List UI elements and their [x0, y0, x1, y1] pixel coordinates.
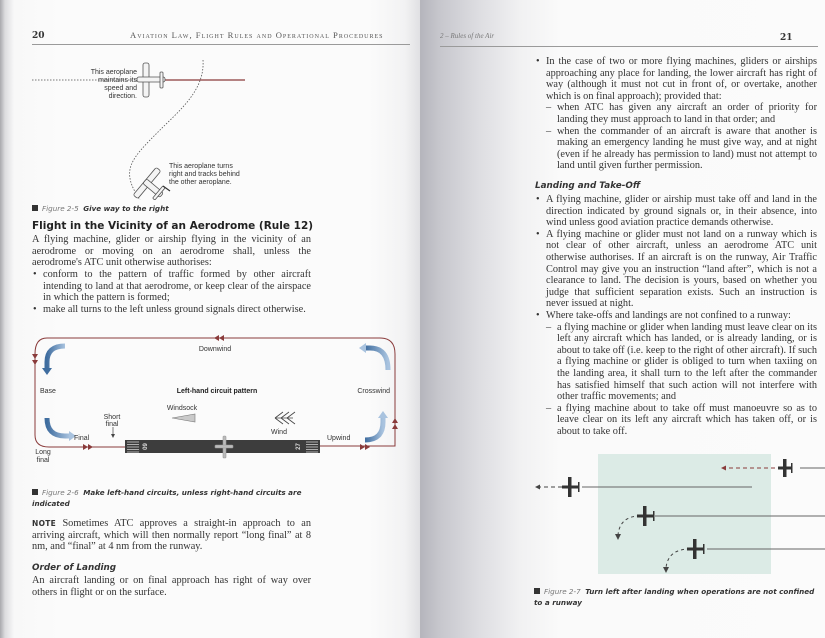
section-bullets [32, 269, 311, 315]
wind-arrow-icon [275, 412, 295, 424]
label-straight-line-4: direction. [108, 93, 137, 100]
aeroplane-2-icon [562, 477, 580, 497]
order-of-landing-heading: Order of Landing [32, 563, 117, 573]
dash-item: – when the commander of an aircraft is aware that another is making an emergency landing he must give way, and at night (even if he already has permission to land) must not attempt to land until given further permission. [546, 126, 817, 172]
header-rule [32, 44, 410, 45]
bullet-item: • conform to the pattern of traffic formed by other aircraft intending to land at that aerodrome, or keep clear of the airspace in which the pattern is formed; [32, 269, 311, 304]
label-long-final-1: Long [35, 449, 51, 456]
intro-block [535, 56, 817, 172]
figure-2-5-caption [32, 203, 169, 214]
label-downwind: Downwind [198, 346, 232, 353]
header-rule [440, 46, 818, 47]
runway-number-right: 27 [296, 443, 302, 450]
label-turning-line-2: right and tracks behind [169, 171, 240, 178]
label-turning-line-1: This aeroplane turns [169, 163, 233, 170]
chapter-number: 2 [440, 32, 444, 40]
caption-number: Figure 2-6 [42, 488, 79, 497]
caption-title: Make left-hand circuits, unless right-hand circuits are indicated [32, 488, 302, 508]
caption-number: Figure 2-5 [42, 204, 79, 213]
bullet-item: • make all turns to the left unless ground signals direct otherwise. [32, 304, 311, 316]
label-base: Base [40, 388, 56, 395]
note-label: NOTE [32, 519, 57, 528]
label-straight-line-1: This aeroplane [90, 69, 137, 76]
dash-item: – a flying machine or glider when landing must leave clear on its left any aircraft which has landed, or is already landing, or is about to take off (i.e. keep to the right of other aircraft). If such a flying machine or glider is obliged to turn when taxiing on the landing area, it shall turn to the left after the commander has satisfied himself that such action will not interfere with other traffic movements; and [546, 322, 817, 403]
figure-2-6-circuit-diagram [25, 330, 415, 470]
right-page [420, 0, 825, 638]
dash-item: – a flying machine about to take off must manoeuvre so as to leave clear on its left any aircraft which has taken off, or is about to take off. [546, 403, 817, 438]
label-crosswind: Crosswind [357, 388, 390, 395]
label-windsock: Windsock [166, 405, 198, 412]
figure-2-6-caption [32, 487, 312, 509]
chapter-title: – Rules of the Air [445, 32, 495, 40]
dash-item: – when ATC has given any aircraft an order of priority for landing they must approach to land in that order; and [546, 102, 817, 125]
label-turning-line-3: the other aeroplane. [169, 179, 232, 186]
intro-dash-list [546, 102, 817, 172]
label-short-final-2: final [105, 421, 119, 428]
bullet-text: In the case of two or more flying machines, gliders or airships approaching any place for landing, the lower aircraft has right of way (although it must not cut in front of, or overtake, another which is on final approach); provided that: [546, 56, 817, 102]
caption-title: Turn left after landing when operations are not confined to a runway [534, 587, 815, 607]
turn-arrow-crosswind-icon [365, 348, 388, 370]
runway-number-left: 09 [143, 443, 149, 450]
turn-arrow-final-icon [47, 418, 70, 436]
runway-dash-list [546, 322, 817, 438]
label-circuit-title: Left-hand circuit pattern [176, 388, 258, 395]
caption-title: Give way to the right [83, 204, 169, 213]
page-number: 20 [32, 31, 45, 41]
order-of-landing-text: An aircraft landing or on final approach has right of way over others in flight or on the surface. [32, 575, 311, 598]
landing-block [535, 194, 817, 437]
bullet-item [535, 310, 817, 438]
label-final: Final [74, 435, 90, 442]
aeroplane-turning-icon [133, 167, 173, 200]
label-short-final-1: Short [103, 414, 121, 421]
section-intro: A flying machine, glider or airship flying in the vicinity of an aerodrome or moving on an aerodrome shall, unless the aerodrome's ATC unit otherwise authorises: [32, 234, 311, 269]
note-paragraph [32, 518, 311, 553]
note-text: Sometimes ATC approves a straight-in approach to an arriving aircraft, which will then normally report “long final” at 8 nm, and “final” at 4 nm from the runway. [32, 518, 311, 553]
intro-bullets [535, 56, 817, 172]
section-heading: Flight in the Vicinity of an Aerodrome (Rule 12) [32, 220, 314, 232]
aeroplane-straight-icon [137, 63, 165, 97]
figure-2-7-diagram [520, 450, 825, 580]
landing-takeoff-heading: Landing and Take-Off [535, 181, 641, 191]
bullet-item [535, 56, 817, 172]
bullet-item: • A flying machine or glider must not land on a runway which is not clear of other aircraft, unless an aerodrome ATC unit otherwise authorises. If an aircraft is on the runway, Air Traffic Control may give you an instruction “land after”, which is not a clearance to land. The decision is yours, based on whether you judge that sufficient separation exists. Such an instruction is never issued at night. [535, 229, 817, 310]
caption-marker [32, 489, 38, 495]
label-long-final-2: final [36, 457, 50, 464]
label-wind: Wind [271, 429, 287, 436]
caption-number: Figure 2-7 [544, 587, 581, 596]
turn-arrow-base-icon [47, 346, 65, 370]
landing-area [598, 454, 771, 574]
bullet-text: Where take-offs and landings are not confined to a runway: [546, 309, 791, 321]
windsock-icon [172, 414, 195, 422]
turn-arrow-upwind-icon [365, 417, 383, 440]
label-straight-line-3: speed and [104, 85, 137, 92]
label-straight-line-2: maintains its [98, 77, 137, 84]
bullet-item: • A flying machine, glider or airship must take off and land in the direction indicated by ground signals or, in their absence, into wind unless good aviation practice demands otherwise. [535, 194, 817, 229]
label-upwind: Upwind [327, 435, 351, 442]
landing-bullets [535, 194, 817, 437]
caption-marker [32, 205, 38, 211]
aeroplane-1-icon [778, 459, 793, 477]
running-head: Aviation Law, Flight Rules and Operational Procedures [130, 30, 384, 40]
runway-aeroplane-icon [215, 436, 233, 458]
figure-2-7-caption [534, 586, 819, 608]
page-number: 21 [780, 33, 793, 43]
running-head [440, 32, 494, 40]
caption-marker [534, 588, 540, 594]
figure-2-5-diagram [0, 50, 420, 200]
